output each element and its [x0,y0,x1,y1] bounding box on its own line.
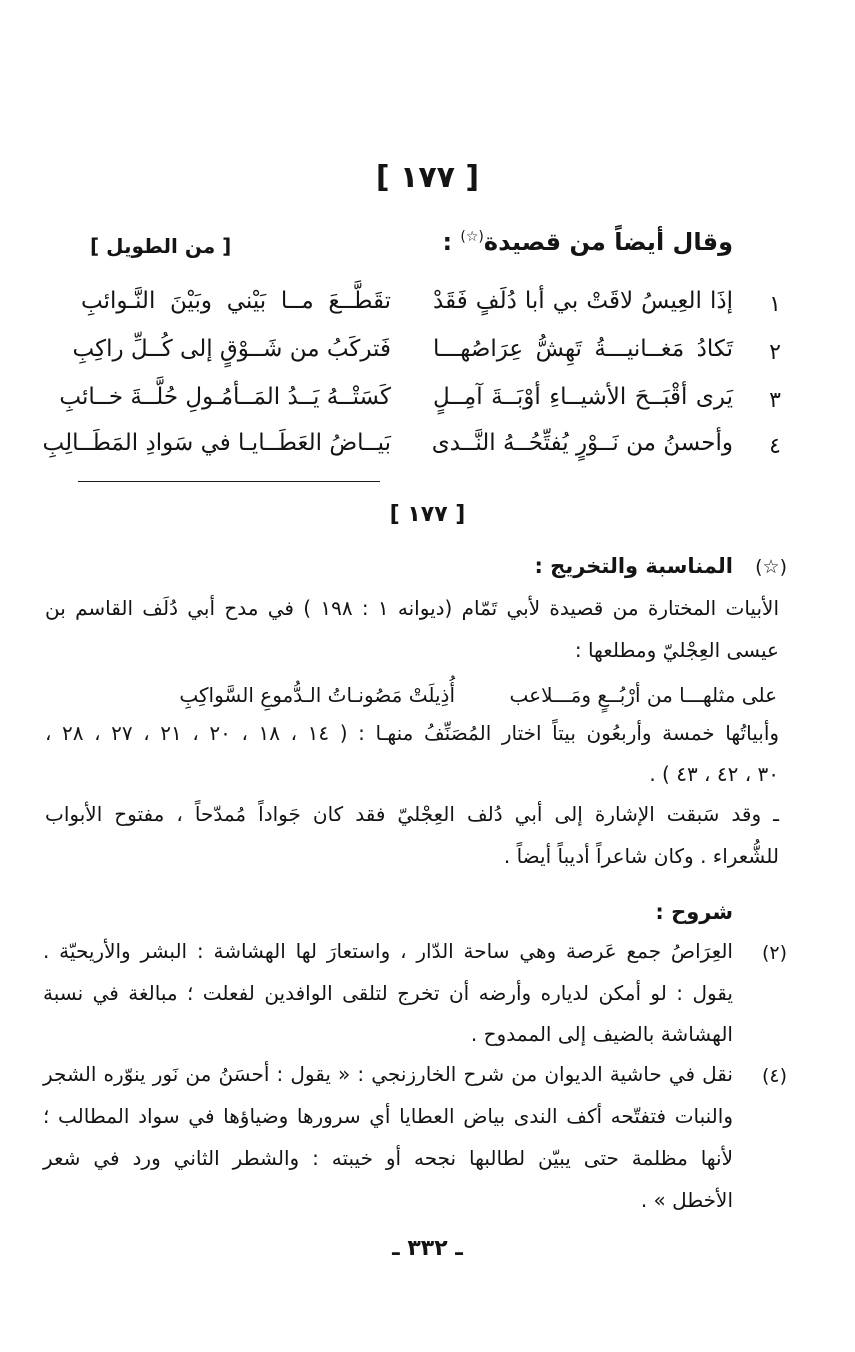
page-number: ـ ٣٣٢ ـ [392,1236,463,1261]
note-line: الأبيات المختارة من قصيدة لأبي تَمّام (ديوانه ١ : ١٩٨ ) في مدح أبي دُلَف القاسم بن [45,596,779,620]
footnote-marker: (☆) [755,556,787,578]
note-line: الأخطل » . [640,1188,733,1212]
verse-number: ٤ [769,434,781,459]
footnote-marker: (☆) [460,229,484,245]
verse-first-hemistich: يَرى أقْبَــحَ الأشيــاءِ أوْبَــةَ آمِــلٍ [433,384,733,410]
section-heading: شروح : [655,900,733,924]
verse-first-hemistich: إذَا العِيسُ لاقَتْ بي أبا دُلَفٍ فَقَدْ [433,288,733,314]
poem-number: [ ١٧٧ ] [375,160,480,195]
note-line: نقل في حاشية الديوان من شرح الخارزنجي : « يقول : أحسَنُ من نَور ينوّره الشجر [43,1062,733,1086]
note-line: لأنها مظلمة حتى يبيّن لطالبها نجحه أو خيبته : والشطر الثاني ورد في شعر [43,1146,733,1170]
note-line: ٣٠ ، ٤٢ ، ٤٣ ) . [649,762,779,786]
verse-row [63,288,785,336]
note-line: الهشاشة بالضيف إلى الممدوح . [470,1022,733,1046]
verse-first-hemistich: وأحسنُ من نَــوْرٍ يُفتِّحُــهُ النَّــدى [431,430,733,456]
verse-number: ٢ [769,340,781,365]
footnote-separator [78,481,380,482]
poem-intro-colon: : [442,228,461,256]
section-heading: المناسبة والتخريج : [534,554,733,578]
note-line: للشُّعراء . وكان شاعراً أديباً أيضاً . [503,844,779,868]
poem-intro-text: وقال أيضاً من قصيدة [483,228,733,256]
verse-second-hemistich: فَتركَبُ من شَــوْقٍ إلى كُــلِّ راكِبِ [72,336,391,362]
verse-number: ٣ [769,388,781,413]
verse-second-hemistich: كَسَتْــهُ يَــدُ المَــأمُـولِ حُلَّــةَ خــائبِ [59,384,391,410]
note-line: يقول : لو أمكن لدياره وأرضه أن تخرج لتلقى الوافدين لفعلت ؛ مبالغة في نسبة [43,981,733,1005]
verse-first-hemistich: تَكادُ مَغــانيـــةُ تَهِشُّ عِرَاصُهـــا [433,336,733,362]
verse-second-hemistich: بَيــاضُ العَطَــايـا في سَوادِ المَطَــالِبِ [42,430,391,456]
verse-row [59,384,785,432]
verse-row [63,336,785,384]
note-line: ـ وقد سَبقت الإشارة إلى أبي دُلف العِجْليّ فقد كان جَواداً مُمدّحاً ، مفتوح الأبواب [45,802,779,826]
poem-intro [442,228,733,256]
poem-meter: [ من الطويل ] [90,234,232,258]
commentary-ref: (٤) [761,1065,787,1087]
verse-number: ١ [769,292,781,317]
opening-verse-first: على مثلهـــا من أرْبُــعٍ ومَـــلاعب [509,683,777,707]
note-line: والنبات فتفتّحه أكف الندى بياض العطايا أي سرورها وضياؤها في سواد المطالب ؛ [43,1104,733,1128]
note-line: وأبياتُها خمسة وأربعُون بيتاً اختار المُصَنِّفُ منهـا : ( ١٤ ، ١٨ ، ٢٠ ، ٢١ ، ٢٧ ، ٢٨ ، [45,721,780,745]
opening-verse-second: أُذِيلَتْ مَصُونـاتُ الـدُّموعِ السَّواكِبِ [179,683,455,707]
notes-number: [ ١٧٧ ] [389,502,466,527]
commentary-ref: (٢) [761,942,787,964]
verse-row [42,430,785,478]
note-line: عيسى العِجْليّ ومطلعها : [574,638,779,662]
verse-second-hemistich: تقَطَّــعَ مــا بَيْني وبَيْنَ النَّـوائبِ [81,288,391,314]
note-line: العِرَاصُ جمع عَرصة وهي ساحة الدّار ، واستعارَ لها الهشاشة : البشر والأريحيّة . [43,939,733,963]
